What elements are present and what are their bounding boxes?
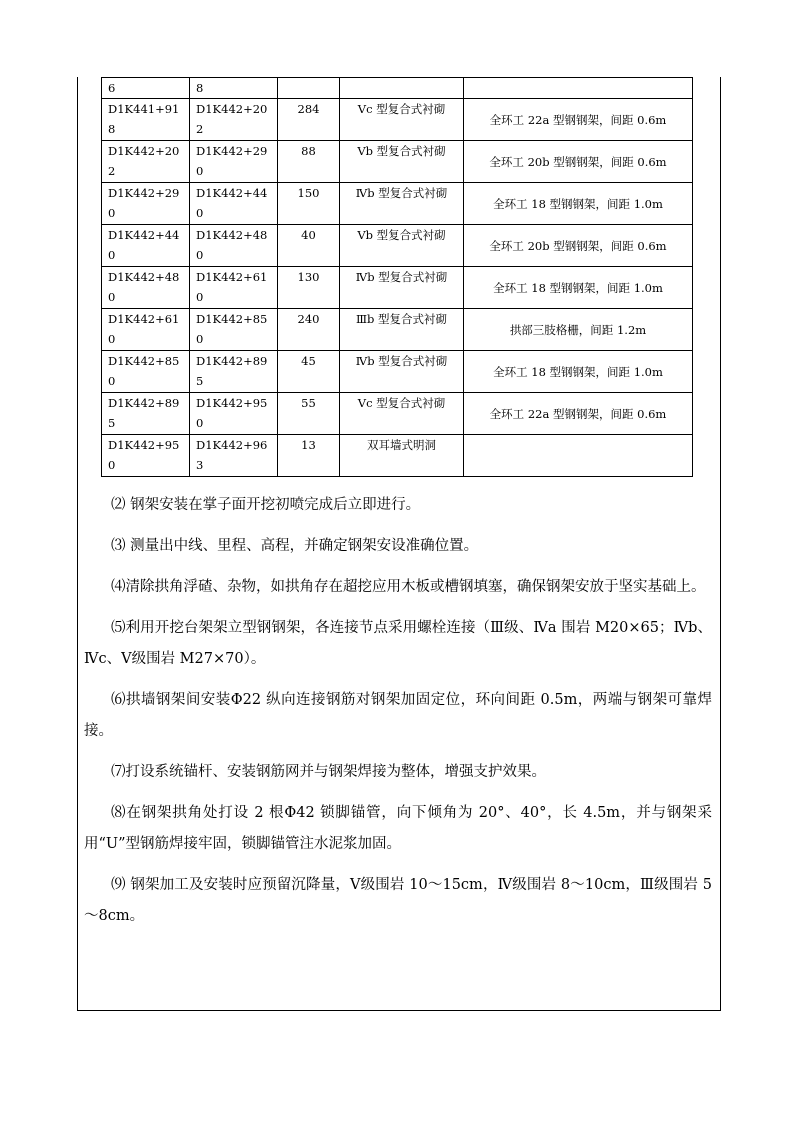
end-line: D1K442+89 [196,354,268,368]
length-cell: 45 [278,351,340,393]
support-cell: 全环工 20b 型钢钢架，间距 0.6m [464,225,693,267]
start-line: 2 [108,164,116,178]
end-mileage-cell [190,435,278,477]
end-line: 5 [196,374,204,388]
start-mileage-cell [102,393,190,435]
table-row [102,78,693,99]
support-cell: 全环工 18 型钢钢架，间距 1.0m [464,267,693,309]
support-cell: 拱部三肢格栅，间距 1.2m [464,309,693,351]
table-row [102,267,693,309]
end-line: D1K442+61 [196,270,268,284]
support-table-body [102,78,693,477]
lining-type-cell: Ⅴc 型复合式衬砌 [340,393,464,435]
start-mileage-cell [102,183,190,225]
start-mileage-cell [102,267,190,309]
start-line: D1K442+44 [108,228,180,242]
start-line: D1K442+61 [108,312,180,326]
end-mileage-cell [190,351,278,393]
support-cell: 全环工 20b 型钢钢架，间距 0.6m [464,141,693,183]
step-paragraph-7: ⑺打设系统锚杆、安装钢筋网并与钢架焊接为整体，增强支护效果。 [111,764,546,780]
end-line: D1K442+44 [196,186,268,200]
start-line: 0 [108,290,116,304]
end-mileage-cell [190,267,278,309]
end-line: 3 [196,458,204,472]
end-line: 0 [196,164,204,178]
end-line: D1K442+20 [196,102,268,116]
start-mileage-cell [102,99,190,141]
end-line: 0 [196,248,204,262]
table-row [102,351,693,393]
length-cell: 13 [278,435,340,477]
end-mileage-cell [190,78,278,99]
support-cell: 全环工 22a 型钢钢架，间距 0.6m [464,99,693,141]
length-cell: 88 [278,141,340,183]
table-row [102,435,693,477]
lining-type-cell: Ⅳb 型复合式衬砌 [340,267,464,309]
end-line: 0 [196,290,204,304]
length-cell: 130 [278,267,340,309]
start-line: D1K442+48 [108,270,180,284]
table-row [102,393,693,435]
end-line: D1K442+85 [196,312,268,326]
end-line: 0 [196,206,204,220]
length-cell: 40 [278,225,340,267]
support-cell: 全环工 18 型钢钢架，间距 1.0m [464,351,693,393]
end-line: 0 [196,332,204,346]
table-row [102,309,693,351]
start-line: 6 [108,81,116,95]
start-line: D1K442+85 [108,354,180,368]
end-mileage-cell [190,225,278,267]
construction-steps [84,480,712,932]
end-line: D1K442+95 [196,396,268,410]
lining-type-cell [340,78,464,99]
table-row [102,225,693,267]
end-mileage-cell [190,183,278,225]
start-line: D1K442+95 [108,438,180,452]
end-mileage-cell [190,393,278,435]
end-line: D1K442+96 [196,438,268,452]
length-cell: 150 [278,183,340,225]
start-line: 0 [108,206,116,220]
step-paragraph-4: ⑷清除拱角浮碴、杂物，如拱角存在超挖应用木板或槽钢填塞，确保钢架安放于坚实基础上。 [111,579,706,595]
support-table [101,77,693,477]
lining-type-cell: Ⅴc 型复合式衬砌 [340,99,464,141]
lining-type-cell: 双耳墙式明洞 [340,435,464,477]
length-cell: 55 [278,393,340,435]
step-paragraph-6: ⑹拱墙钢架间安装Φ22 纵向连接钢筋对钢架加固定位，环向间距 0.5m，两端与钢架可靠焊接。 [84,692,712,739]
start-line: D1K442+20 [108,144,180,158]
lining-type-cell: Ⅲb 型复合式衬砌 [340,309,464,351]
table-row [102,141,693,183]
step-paragraph-9: ⑼ 钢架加工及安装时应预留沉降量，Ⅴ级围岩 10～15cm，Ⅳ级围岩 8～10cm，Ⅲ级围岩 5～8cm。 [84,877,712,924]
start-mileage-cell [102,225,190,267]
start-mileage-cell [102,351,190,393]
end-line: D1K442+48 [196,228,268,242]
start-line: D1K441+91 [108,102,180,116]
start-mileage-cell [102,435,190,477]
start-line: 0 [108,458,116,472]
end-line: 8 [196,81,204,95]
start-mileage-cell [102,309,190,351]
support-cell: 全环工 22a 型钢钢架，间距 0.6m [464,393,693,435]
lining-type-cell: Ⅳb 型复合式衬砌 [340,183,464,225]
start-line: 5 [108,416,116,430]
start-line: 0 [108,248,116,262]
step-paragraph-5: ⑸利用开挖台架架立型钢钢架，各连接节点采用螺栓连接（Ⅲ级、Ⅳa 围岩 M20×65；Ⅳb、Ⅳc、Ⅴ级围岩 M27×70）。 [84,620,712,667]
start-mileage-cell [102,141,190,183]
end-mileage-cell [190,99,278,141]
end-line: 2 [196,122,204,136]
end-line: 0 [196,416,204,430]
step-paragraph-3: ⑶ 测量出中线、里程、高程，并确定钢架安设准确位置。 [111,538,479,554]
length-cell: 284 [278,99,340,141]
table-row [102,183,693,225]
end-line: D1K442+29 [196,144,268,158]
lining-type-cell: Ⅴb 型复合式衬砌 [340,141,464,183]
lining-type-cell: Ⅴb 型复合式衬砌 [340,225,464,267]
length-cell [278,78,340,99]
support-cell: 全环工 18 型钢钢架，间距 1.0m [464,183,693,225]
start-line: 0 [108,332,116,346]
support-cell [464,435,693,477]
end-mileage-cell [190,141,278,183]
step-paragraph-8: ⑻在钢架拱角处打设 2 根Φ42 锁脚锚管，向下倾角为 20°、40°，长 4.5m，并与钢架采用“U”型钢筋焊接牢固，锁脚锚管注水泥浆加固。 [84,805,712,852]
lining-type-cell: Ⅳb 型复合式衬砌 [340,351,464,393]
support-cell [464,78,693,99]
start-line: 0 [108,374,116,388]
length-cell: 240 [278,309,340,351]
start-mileage-cell [102,78,190,99]
step-paragraph-2: ⑵ 钢架安装在掌子面开挖初喷完成后立即进行。 [111,497,421,513]
end-mileage-cell [190,309,278,351]
start-line: D1K442+29 [108,186,180,200]
start-line: 8 [108,122,116,136]
table-row [102,99,693,141]
start-line: D1K442+89 [108,396,180,410]
